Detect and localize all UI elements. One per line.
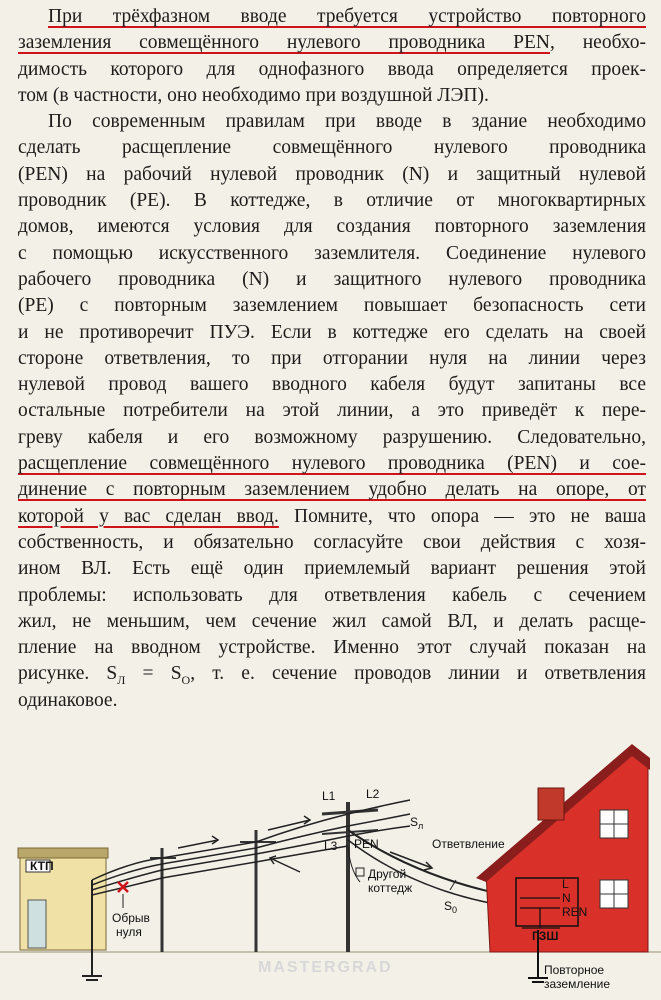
paragraph2-line: с помощью искусственного заземлителя. Соединение нулевого [18,242,646,264]
paragraph2-line: (PEN) на рабочий нулевой проводник (N) и защитный нулевой [18,163,646,185]
reground-label: Повторное [544,963,605,977]
paragraph2-line: одинаковое. [18,689,118,711]
highlighted-text: При трёхфазном вводе требуется устройство повторного [48,6,646,27]
wiring-illustration [0,730,661,1000]
paragraph2-line: домов, имеются условия для создания повторного заземления [18,216,646,238]
paragraph2-line: нулевой провод вашего вводного кабеля будут запитаны все [18,374,646,396]
paragraph1-line: димость которого для однофазного ввода определяется проек- [18,58,646,80]
paragraph2-line: остальные потребители на этой линии, а это приведёт к пере- [18,400,646,422]
s-l-label: $S_л$ [410,815,424,831]
highlighted-text: расщепление совмещённого нулевого проводника (PEN) и сое- [18,453,646,475]
paragraph2-line: пление на вводном устройстве. Именно этот случай показан на [18,637,646,659]
ktp-label: КТП [30,859,54,873]
paragraph2-line: которой у вас сделан ввод. Помните, что опора — это не ваша [18,505,646,527]
l1-label: L1 [322,789,336,803]
paragraph1-line: том (в частности, оно необходимо при воздушной ЛЭП). [18,84,489,106]
paragraph1-line: заземления совмещённого нулевого проводника PEN, необхо- [18,32,646,54]
gzsh-label: ГЗШ [532,929,559,943]
paragraph2-line: греву кабеля и его возможному разрушению. Следовательно, [18,426,646,448]
break-label: Обрыв [112,911,150,925]
article-text [18,4,646,714]
wiring-diagram-svg [0,730,661,1000]
s-o-label: $S_0$ [444,899,458,915]
paragraph2-line: ином ВЛ. Есть ещё один приемлемый вариант решения этой [18,558,646,580]
paragraph2-line [18,477,646,503]
highlighted-text: динение с повторным заземлением удобно делать на опоре, от [18,479,646,501]
n-label: N [562,891,571,905]
paragraph2-line: проблемы: использовать для ответвления кабель с сечением [18,584,646,606]
paragraph2-line: проводник (PE). В коттедже, в отличие от многоквартирных [18,190,646,212]
paragraph2-line: стороне ответвления, то при отгорании нуля на линии через [18,347,646,369]
paragraph2-line [18,451,646,477]
watermark: MASTERGRAD [258,959,393,976]
paragraph1-line [18,4,646,30]
paragraph2-line: собственность, и обязательно согласуйте свои действия с хозя- [18,531,646,553]
formula-line: рисунке. $S_Л = S_О$, т. е. сечение проводов линии и ответвления [18,663,647,688]
highlighted-text: которой у вас сделан ввод. [18,505,279,527]
pen-label: PEN [354,837,379,851]
other-cottage-label: коттедж [368,881,413,895]
ren-label: REN [562,905,588,919]
paragraph2-line: сделать расщепление совмещённого нулевого проводника [18,137,646,159]
pole-2 [240,830,276,952]
other-cottage-icon [356,868,364,876]
reground-label: заземление [544,977,611,991]
paragraph2-line: рабочего проводника (N) и защитного нулевого проводника [18,268,646,290]
other-cottage-label: Другой [368,867,407,881]
break-label: нуля [116,925,142,939]
l2-label: L2 [366,787,380,801]
l-label: L [562,877,569,891]
paragraph2-line: По современным правилам при вводе в здание необходимо [48,111,646,133]
paragraph2-line: жил, не меньшим, чем сечение жил самой ВЛ, и делать расще- [18,610,646,632]
l3-label: L3 [324,839,338,853]
paragraph2-line: (PE) с повторным заземлением повышает безопасность сети [18,295,646,317]
branch-label: Ответвление [432,837,505,851]
paragraph2-line: и не противоречит ПУЭ. Если в коттедже его сделать на своей [18,321,646,343]
highlighted-text: заземления совмещённого нулевого проводника PEN [18,32,550,54]
